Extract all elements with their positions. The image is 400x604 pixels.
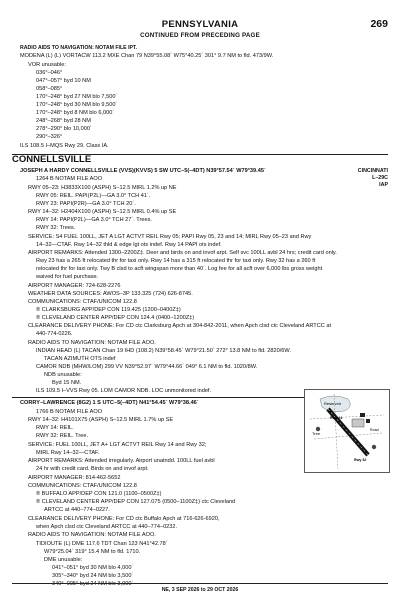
runway-line: RWY 05–23: H3833X100 (ASPH) S–12.5 MIRL 1.2% up NE: [28, 185, 177, 191]
state-title: PENNSYLVANIA: [161, 19, 239, 30]
dme-restriction: 041°–051° byd 30 NM blo 4,000´: [52, 565, 134, 571]
runway-line: RWY 32: Trees.: [36, 225, 76, 231]
airport-name-line: JOSEPH A HARDY CONNELLSVILLE (VVS)(KVVS) 5 SW UTC–5(–4DT) N39°57.54´ W79°39.45´: [20, 168, 266, 174]
reservoir-label: Reservoir: [324, 401, 342, 406]
runway-line: RWY 32: REIL. Tree.: [36, 433, 89, 439]
clearance-line: 440-774-0226.: [36, 331, 73, 337]
vor-restriction: 290°–326°: [36, 134, 63, 140]
navaid-line: Byd 15 NM.: [52, 380, 82, 386]
clearance-line: CLEARANCE DELIVERY PHONE: For CD ctc Buffalo Apch at 716-626-6920,: [28, 516, 220, 522]
navaid-line: TIDIOUTE (L) DME 117.6 TDT Chan 123 N41°42.78´: [36, 541, 168, 547]
elevation-line: 1766 B NOTAM FILE AOO: [36, 409, 103, 415]
ils-line: ILS 108.5 I–MQS Rwy 29. Class IA.: [20, 143, 109, 149]
service-line: MIRL Rwy 14–32—CTAF.: [36, 450, 100, 456]
navaid-line: INDIAN HEAD (L) TACAN Chan 19 IHD (108.2) N39°58.45´ W79°21.50´ 272° 13.8 NM to fld. 2820/6W.: [36, 348, 291, 354]
remarks-line: AIRPORT REMARKS: Attended 1300–2200Z‡. Deer and birds on and invof arpt. Self svc 100LL avbl 24 hrs; credit card only.: [28, 250, 337, 256]
weather-line: WEATHER DATA SOURCES: AWOS–3P 133.325 (724) 626-8745.: [28, 291, 193, 297]
tree-label: Tree: [312, 431, 321, 436]
dme-unusable-label: DME unusable:: [44, 557, 83, 563]
manager-line: AIRPORT MANAGER: 814-462-5652: [28, 475, 121, 481]
remarks-line: relocated thr for taxi only. Twy B clsd to acft wingspan more than 40´. Log fee for all acft over 6,000 lbs gross weight: [36, 266, 323, 272]
remarks-line: AIRPORT REMARKS: Attended irregularly. Airport unatndd. 100LL fuel avbl: [28, 458, 215, 464]
effective-dates-footer: NE, 3 SEP 2026 to 29 OCT 2026: [161, 587, 239, 593]
approach-line: ® CLEVELAND CENTER APP/DEP CON 124.4 (0400–1200Z‡): [36, 315, 195, 321]
manager-line: AIRPORT MANAGER: 724-628-2276: [28, 283, 121, 289]
runway-line: RWY 23: PAPI(P2R)—GA 3.0° TCH 20´.: [36, 201, 136, 207]
page-number: 269: [370, 18, 388, 30]
radio-aids-line: RADIO AIDS TO NAVIGATION: NOTAM FILE AOO.: [28, 532, 156, 538]
vor-restriction: 170°–248° byd 8 NM blo 6,000´: [36, 110, 115, 116]
vor-restriction: 278°–290° blo 10,000´: [36, 126, 92, 132]
service-line: SERVICE: FUEL 100LL, JET A+ LGT ACTVT REIL Rwy 14 and Rwy 32;: [28, 442, 207, 448]
runway-line: RWY 05: REIL. PAPI(P2L)—GA 3.0° TCH 41´.: [36, 193, 151, 199]
clearance-line: when Apch clsd ctc Cleveland ARTCC at 440–774–0232.: [36, 524, 178, 530]
communications-line: COMMUNICATIONS: CTAF/UNICOM 122.8: [28, 299, 137, 305]
airport-name-line: CORRY–LAWRENCE (8G2) 1 S UTC–5(–4DT) N41°54.45´ W79°38.46´: [20, 400, 199, 406]
remarks-line: Rwy 23 has a 265 ft relocated thr for taxi only. Rwy 14 has a 315 ft relocated thr for taxi only. Rwy 32 has a 260 ft: [36, 258, 316, 264]
dme-restriction: 340°–005° byd 24 NM blo 3,000´: [52, 581, 134, 587]
section-title-connellsville: CONNELLSVILLE: [12, 154, 92, 165]
hangar: [360, 413, 365, 417]
navaid-line: CAMOR NDB (MHW/LOM) 299 VV N39°52.97´ W79°44.66´ 049° 6.1 NM to fld. 1020/8W.: [36, 364, 258, 370]
continued-banner: CONTINUED FROM PRECEDING PAGE: [140, 32, 260, 39]
vor-restriction: 058°–085°: [36, 86, 63, 92]
hangar: [366, 419, 370, 423]
remarks-line: 24 hr with credit card. Birds on and invof arpt.: [36, 466, 149, 472]
remarks-line: waived for fuel purchase.: [36, 274, 99, 280]
airport-diagram: [304, 389, 390, 473]
tree-icon: [372, 445, 376, 449]
runway-line: RWY 14–32: H4101X75 (ASPH) S–12.5 MIRL 1.7% up SE: [28, 417, 174, 423]
approach-line: ® CLEVELAND CENTER APP/DEP CON 127.075 (0500–1100Z‡) ctc Cleveland: [36, 499, 236, 505]
rwy-14-label: Rwy 14: [330, 416, 343, 420]
navaid-line: TACAN AZIMUTH OTS indef: [44, 356, 116, 362]
approach-line: ® CLARKSBURG APP/DEP CON 119.425 (1200–0400Z‡): [36, 307, 181, 313]
runway-line: RWY 14: PAPI(P2L)—GA 3.0° TCH 27´. Trees.: [36, 217, 152, 223]
rwy-32-label: Rwy 32: [354, 458, 367, 462]
chart-ref-l29c: L–29C: [372, 175, 388, 181]
runway-line: RWY 14–32: H2404X100 (ASPH) S–12.5 MIRL 0.4% up SE: [28, 209, 177, 215]
clearance-line: CLEARANCE DELIVERY PHONE: For CD ctc Clarksburg Apch at 304-842-2011, when Apch clsd ctc Cleveland ARTCC at: [28, 323, 332, 329]
dme-restriction: 305°–340° byd 24 NM blo 3,500´: [52, 573, 134, 579]
communications-line: COMMUNICATIONS: CTAF/UNICOM 122.8: [28, 483, 137, 489]
navaid-line: NDB unusable:: [44, 372, 82, 378]
runway-line: RWY 14: REIL.: [36, 425, 74, 431]
vor-restriction: 170°–248° byd 27 NM blo 7,500´: [36, 94, 118, 100]
vortac-line: MODENA (L) (L) VORTACW 113.2 MXE Chan 79 N39°55.08´ W75°40.25´ 301° 9.7 NM to fld. 473/9W.: [20, 53, 274, 59]
chart-ref-iap: IAP: [379, 182, 388, 188]
elevation-line: 1264 B NOTAM FILE AOO: [36, 176, 103, 182]
radio-aids-line: RADIO AIDS TO NAVIGATION: NOTAM FILE AOO.: [28, 340, 156, 346]
ils-line: ILS 109.5 I–VVS Rwy 05. LOM CAMOR NDB. LOC unmonitored indef.: [36, 388, 212, 394]
vor-unusable-label: VOR unusable:: [28, 62, 66, 68]
vor-restriction: 036°–046°: [36, 70, 63, 76]
chart-ref-cincinnati: CINCINNATI: [357, 168, 388, 174]
apron: [352, 419, 364, 427]
radio-aids-line: RADIO AIDS TO NAVIGATION: NOTAM FILE IPT.: [20, 45, 138, 51]
approach-line: ARTCC at 440–774–0227.: [44, 507, 110, 513]
vor-restriction: 248°–268° byd 28 NM: [36, 118, 91, 124]
road-label: Road: [370, 428, 379, 432]
vor-restriction: 170°–248° byd 30 NM blo 9,500´: [36, 102, 118, 108]
vor-restriction: 047°–057° byd 10 NM: [36, 78, 91, 84]
navaid-line: W79°25.04´ 319° 15.4 NM to fld. 1710.: [44, 549, 141, 555]
service-line: SERVICE: S4 FUEL 100LL, JET A LGT ACTVT REIL Rwy 05; PAPI Rwy 05, 23 and 14; MIRL Rwy 05–23 and Rwy: [28, 234, 312, 240]
footer-divider: [12, 583, 388, 584]
approach-line: ® BUFFALO APP/DEP CON 121.0 (1100–0500Z‡): [36, 491, 162, 497]
service-line: 14–32—CTAF. Rwy 14–32 thld & edge lgt ots indef. Rwy 14 PAPI ots indef.: [36, 242, 222, 248]
